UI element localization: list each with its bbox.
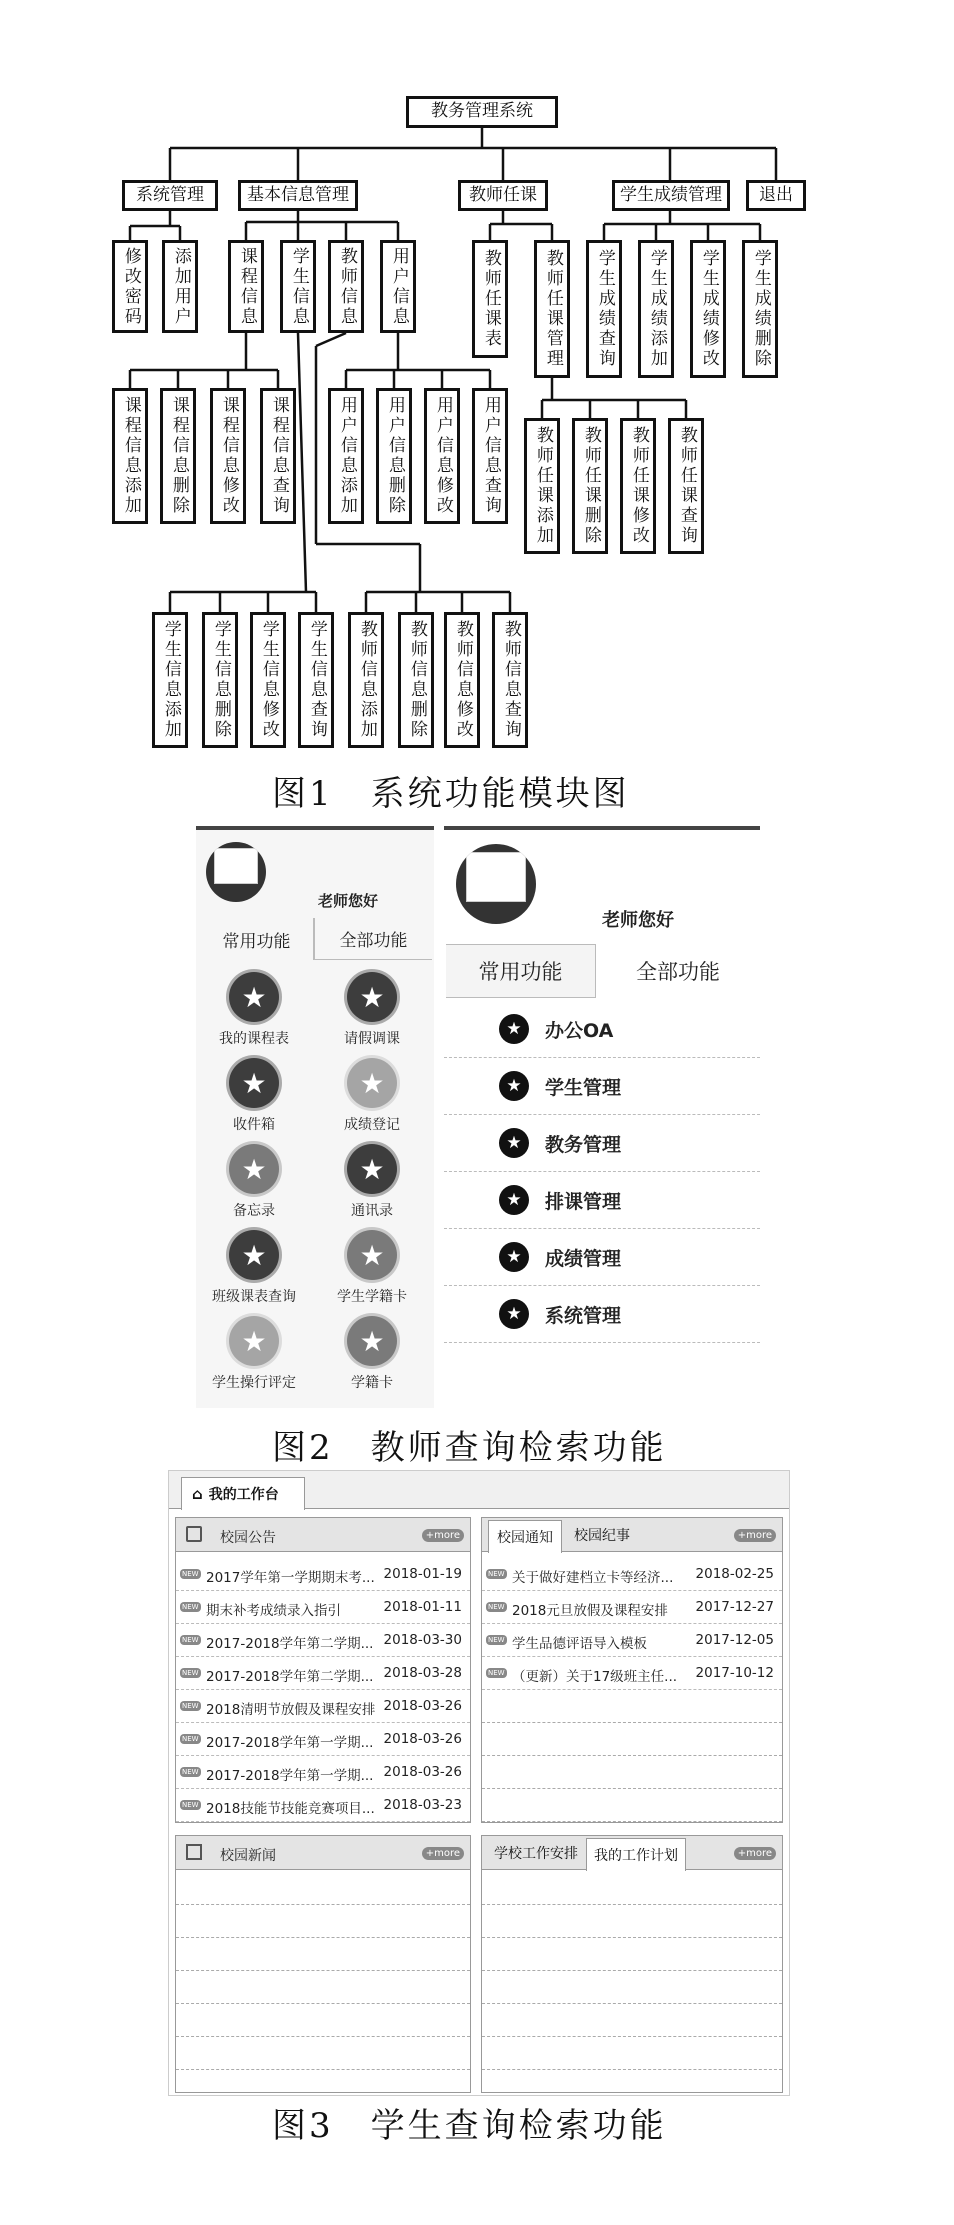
node-teacher-info: 教师信息: [328, 240, 364, 333]
home-icon: ⌂: [192, 1485, 203, 1503]
list-item[interactable]: [482, 1591, 782, 1624]
item-title: 2018技能节技能竞赛项目...: [206, 1801, 375, 1817]
new-badge: NEW: [182, 1603, 199, 1611]
node-exit: 退出: [746, 180, 806, 211]
tab-common[interactable]: 常用功能: [200, 918, 314, 960]
star-icon: ★: [229, 1316, 279, 1366]
avatar: [206, 842, 266, 902]
item-title: 关于做好建档立卡等经济...: [512, 1570, 674, 1586]
node-teacher-course: 教师任课: [458, 180, 548, 211]
menu-item-academic-mgmt[interactable]: [444, 1115, 760, 1172]
star-icon: ★: [499, 1242, 529, 1272]
work-plan-box: [481, 1835, 783, 2093]
node-teacher-delete: 教师信息删除: [398, 612, 434, 748]
grid-item-roll-card[interactable]: [302, 1316, 442, 1392]
figure1-caption: 图1 系统功能模块图: [272, 774, 630, 814]
item-title: 2018清明节放假及课程安排: [206, 1702, 376, 1718]
node-score-query: 学生成绩查询: [586, 240, 622, 378]
empty-row: [176, 1938, 470, 1971]
box-title: 校园新闻: [220, 1848, 276, 1864]
news-icon: [186, 1844, 202, 1860]
menu-label: 成绩管理: [545, 1247, 622, 1270]
menu-label: 系统管理: [545, 1304, 622, 1327]
node-course-delete: 课程信息删除: [160, 388, 196, 524]
tab-school-schedule[interactable]: 学校工作安排: [494, 1846, 578, 1862]
item-title: 2017学年第一学期期末考...: [206, 1570, 375, 1586]
grid-item-label: 我的课程表: [219, 1031, 289, 1047]
node-teacher-course-table: 教师任课表: [472, 240, 508, 358]
item-date: 2018-02-25: [695, 1566, 774, 1582]
menu-label: 学生管理: [545, 1076, 622, 1099]
node-teacher-course-mgmt: 教师任课管理: [534, 240, 570, 378]
item-title: 2017-2018学年第二学期...: [206, 1636, 374, 1652]
star-icon: ★: [499, 1071, 529, 1101]
item-title: 2017-2018学年第一学期...: [206, 1735, 374, 1751]
node-add-user: 添加用户: [162, 240, 198, 333]
star-icon: ★: [499, 1128, 529, 1158]
notice-icon: [186, 1526, 202, 1542]
tab-my-workbench[interactable]: [181, 1477, 305, 1510]
more-button[interactable]: +more: [734, 1529, 776, 1542]
node-course-add: 课程信息添加: [112, 388, 148, 524]
box-header: [482, 1836, 782, 1870]
empty-row: [482, 1690, 782, 1723]
item-date: 2018-03-23: [383, 1797, 462, 1813]
star-icon: ★: [499, 1299, 529, 1329]
star-icon: ★: [229, 1058, 279, 1108]
empty-row: [176, 1905, 470, 1938]
new-badge: NEW: [182, 1702, 199, 1710]
grid-item-label: 学生学籍卡: [337, 1289, 407, 1305]
empty-row: [482, 1971, 782, 2004]
grid-item-label: 通讯录: [351, 1203, 393, 1219]
star-icon: ★: [347, 1058, 397, 1108]
node-teach-query: 教师任课查询: [668, 418, 704, 554]
star-icon: ★: [347, 972, 397, 1022]
list-item[interactable]: [482, 1624, 782, 1657]
node-student-modify: 学生信息修改: [250, 612, 286, 748]
list-item[interactable]: [176, 1723, 470, 1756]
node-score-add: 学生成绩添加: [638, 240, 674, 378]
item-date: 2017-12-27: [695, 1599, 774, 1615]
star-icon: ★: [499, 1014, 529, 1044]
star-icon: ★: [347, 1316, 397, 1366]
item-date: 2018-03-30: [383, 1632, 462, 1648]
empty-row: [482, 1756, 782, 1789]
grid-item-leave[interactable]: [302, 972, 442, 1048]
node-student-info: 学生信息: [280, 240, 316, 333]
more-button[interactable]: +more: [422, 1847, 464, 1860]
item-title: 期末补考成绩录入指引: [206, 1603, 341, 1619]
grid-item-label: 备忘录: [233, 1203, 275, 1219]
empty-row: [176, 2004, 470, 2037]
item-title: （更新）关于17级班主任...: [512, 1669, 678, 1685]
new-badge: NEW: [182, 1669, 199, 1677]
grid-item-label: 成绩登记: [344, 1117, 400, 1133]
tab-all[interactable]: 全部功能: [636, 960, 720, 984]
item-title: 2018元旦放假及课程安排: [512, 1603, 668, 1619]
more-button[interactable]: +more: [734, 1847, 776, 1860]
new-badge: NEW: [182, 1570, 199, 1578]
root-node: 教务管理系统: [406, 96, 558, 128]
grid-item-score-register[interactable]: [302, 1058, 442, 1134]
node-student-delete: 学生信息删除: [202, 612, 238, 748]
list-item[interactable]: [176, 1591, 470, 1624]
box-title: 校园公告: [220, 1530, 276, 1546]
list-item[interactable]: [482, 1558, 782, 1591]
star-icon: ★: [229, 1144, 279, 1194]
list-item[interactable]: [482, 1657, 782, 1690]
menu-label: 排课管理: [545, 1190, 622, 1213]
item-date: 2017-12-05: [695, 1632, 774, 1648]
box-header: [176, 1518, 470, 1552]
menu-item-student-mgmt[interactable]: [444, 1058, 760, 1115]
box-header: [176, 1836, 470, 1870]
tab-label: 我的工作台: [208, 1487, 279, 1503]
tab-my-plan[interactable]: 我的工作计划: [586, 1838, 686, 1871]
empty-row: [482, 1905, 782, 1938]
node-user-info: 用户信息: [380, 240, 416, 333]
menu-item-score-mgmt[interactable]: [444, 1229, 760, 1286]
node-score-delete: 学生成绩删除: [742, 240, 778, 378]
tab-campus-events[interactable]: 校园纪事: [574, 1528, 630, 1544]
empty-row: [482, 1789, 782, 1822]
menu-label: 教务管理: [545, 1133, 622, 1156]
tab-common[interactable]: 常用功能: [446, 944, 596, 998]
grid-item-label: 请假调课: [344, 1031, 400, 1047]
node-user-add: 用户信息添加: [328, 388, 364, 524]
menu-item-office-oa[interactable]: [444, 1001, 760, 1058]
item-date: 2018-03-28: [383, 1665, 462, 1681]
item-date: 2018-01-11: [383, 1599, 462, 1615]
node-teach-modify: 教师任课修改: [620, 418, 656, 554]
node-score-mgmt: 学生成绩管理: [612, 180, 730, 211]
node-teach-add: 教师任课添加: [524, 418, 560, 554]
greeting: 老师您好: [602, 910, 674, 931]
node-user-delete: 用户信息删除: [376, 388, 412, 524]
node-user-query: 用户信息查询: [472, 388, 508, 524]
list-item[interactable]: [176, 1657, 470, 1690]
node-teacher-query: 教师信息查询: [492, 612, 528, 748]
item-date: 2018-01-19: [383, 1566, 462, 1582]
menu-label: 办公OA: [545, 1019, 614, 1042]
node-user-modify: 用户信息修改: [424, 388, 460, 524]
campus-notice-box: [175, 1517, 471, 1823]
empty-row: [176, 1872, 470, 1905]
node-teacher-modify: 教师信息修改: [444, 612, 480, 748]
node-teach-delete: 教师任课删除: [572, 418, 608, 554]
greeting: 老师您好: [318, 892, 379, 910]
grid-item-label: 班级课表查询: [212, 1289, 296, 1305]
node-score-modify: 学生成绩修改: [690, 240, 726, 378]
new-badge: NEW: [488, 1570, 505, 1578]
node-teacher-add: 教师信息添加: [348, 612, 384, 748]
star-icon: ★: [347, 1230, 397, 1280]
item-date: 2018-03-26: [383, 1698, 462, 1714]
grid-item-contacts[interactable]: [302, 1144, 442, 1220]
item-title: 2017-2018学年第二学期...: [206, 1669, 374, 1685]
avatar: [456, 844, 536, 924]
empty-row: [482, 1938, 782, 1971]
new-badge: NEW: [182, 1768, 199, 1776]
figure3-caption: 图3 学生查询检索功能: [272, 2106, 667, 2146]
star-icon: ★: [499, 1185, 529, 1215]
student-workbench: [168, 1470, 790, 2096]
campus-inform-box: [481, 1517, 783, 1823]
item-date: 2018-03-26: [383, 1764, 462, 1780]
new-badge: NEW: [182, 1636, 199, 1644]
star-icon: ★: [229, 972, 279, 1022]
grid-item-student-card[interactable]: [302, 1230, 442, 1306]
node-student-query: 学生信息查询: [298, 612, 334, 748]
item-title: 学生品德评语导入模板: [512, 1636, 647, 1652]
menu-item-system-mgmt[interactable]: [444, 1286, 760, 1343]
list-item[interactable]: [176, 1558, 470, 1591]
node-basic-info-mgmt: 基本信息管理: [238, 180, 358, 211]
list-item[interactable]: [176, 1756, 470, 1789]
figure2-caption: 图2 教师查询检索功能: [272, 1428, 667, 1468]
item-date: 2018-03-26: [383, 1731, 462, 1747]
campus-news-box: [175, 1835, 471, 2093]
item-date: 2017-10-12: [695, 1665, 774, 1681]
item-title: 2017-2018学年第一学期...: [206, 1768, 374, 1784]
list-item[interactable]: [176, 1789, 470, 1822]
new-badge: NEW: [488, 1636, 505, 1644]
new-badge: NEW: [182, 1801, 199, 1809]
empty-row: [176, 1971, 470, 2004]
star-icon: ★: [229, 1230, 279, 1280]
node-system-mgmt: 系统管理: [122, 180, 218, 211]
more-button[interactable]: +more: [422, 1529, 464, 1542]
empty-row: [176, 2037, 470, 2070]
empty-row: [482, 2004, 782, 2037]
tab-campus-notice[interactable]: 校园通知: [488, 1520, 562, 1553]
empty-row: [482, 1872, 782, 1905]
grid-item-label: 学生操行评定: [212, 1375, 296, 1391]
node-course-info: 课程信息: [228, 240, 264, 333]
grid-item-label: 学籍卡: [351, 1375, 393, 1391]
grid-item-label: 收件箱: [233, 1117, 275, 1133]
new-badge: NEW: [182, 1735, 199, 1743]
empty-row: [482, 2037, 782, 2070]
empty-row: [482, 1723, 782, 1756]
star-icon: ★: [347, 1144, 397, 1194]
node-course-query: 课程信息查询: [260, 388, 296, 524]
box-header: [482, 1518, 782, 1552]
tab-all[interactable]: 全部功能: [314, 918, 432, 960]
new-badge: NEW: [488, 1603, 505, 1611]
node-change-password: 修改密码: [112, 240, 148, 333]
node-course-modify: 课程信息修改: [210, 388, 246, 524]
list-item[interactable]: [176, 1690, 470, 1723]
menu-item-scheduling[interactable]: [444, 1172, 760, 1229]
list-item[interactable]: [176, 1624, 470, 1657]
new-badge: NEW: [488, 1669, 505, 1677]
node-student-add: 学生信息添加: [152, 612, 188, 748]
